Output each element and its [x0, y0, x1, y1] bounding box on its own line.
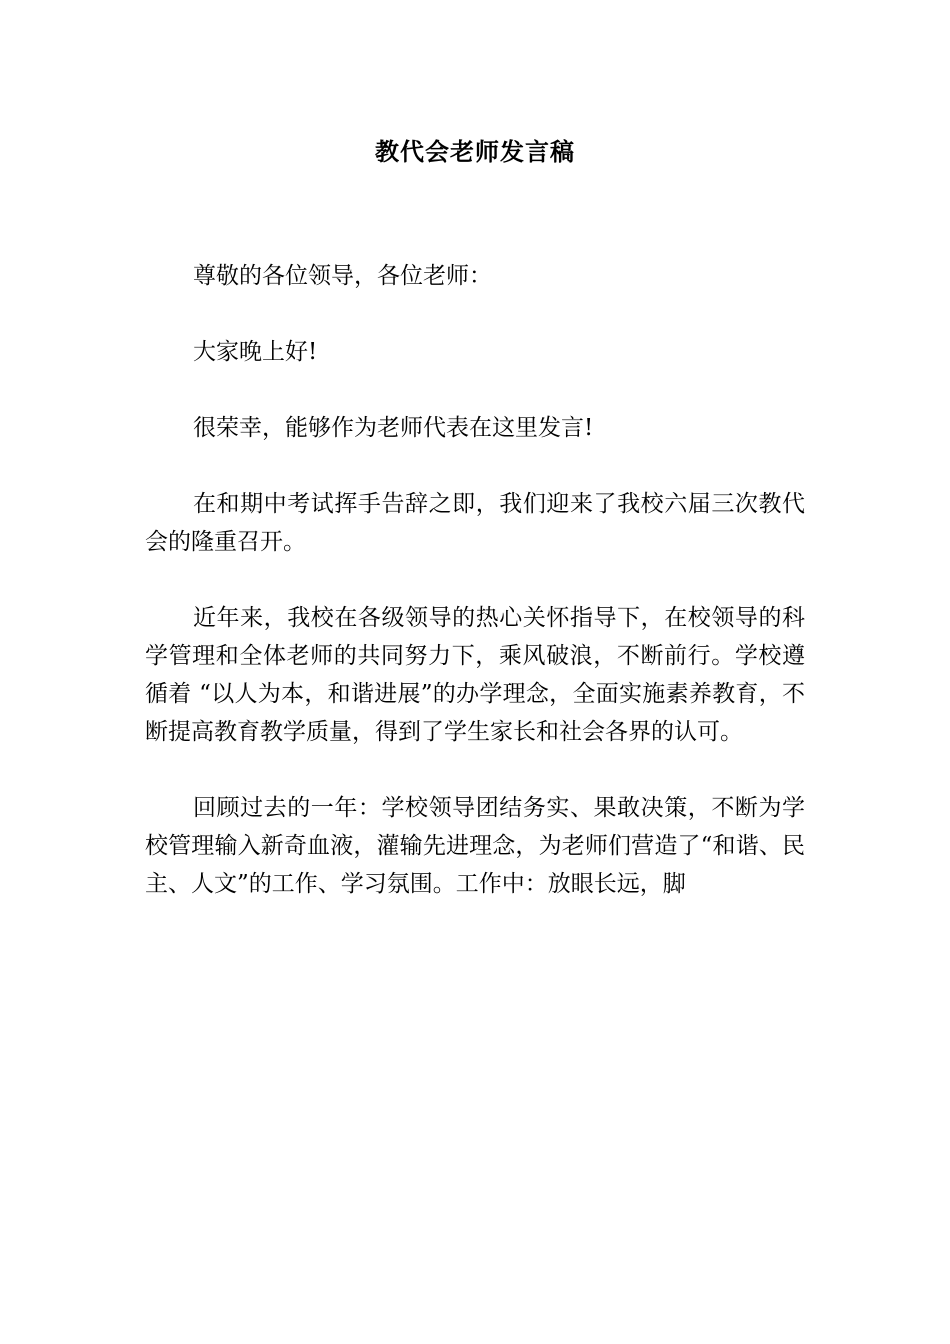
document-body	[145, 257, 805, 941]
paragraph-greeting: 大家晚上好!	[193, 339, 318, 365]
paragraph-salutation: 尊敬的各位领导，各位老师：	[193, 263, 492, 289]
paragraph-achievements: 近年来，我校在各级领导的热心关怀指导下，在校领导的科学管理和全体老师的共同努力下，乘风破浪，不断前行。学校遵循着 “以人为本，和谐进展”的办学理念，全面实施素养教育，不断提高教育教学质量，得到了学生家长和社会各界的认可。	[145, 605, 805, 745]
paragraph-occasion: 在和期中考试挥手告辞之即，我们迎来了我校六届三次教代会的隆重召开。	[145, 491, 805, 555]
paragraph-review: 回顾过去的一年：学校领导团结务实、果敢决策，不断为学校管理输入新奇血液，灌输先进理念，为老师们营造了“和谐、民主、人文”的工作、学习氛围。工作中：放眼长远，脚	[145, 795, 805, 897]
paragraph-honor: 很荣幸，能够作为老师代表在这里发言!	[193, 415, 594, 441]
document-title: 教代会老师发言稿	[375, 138, 575, 166]
